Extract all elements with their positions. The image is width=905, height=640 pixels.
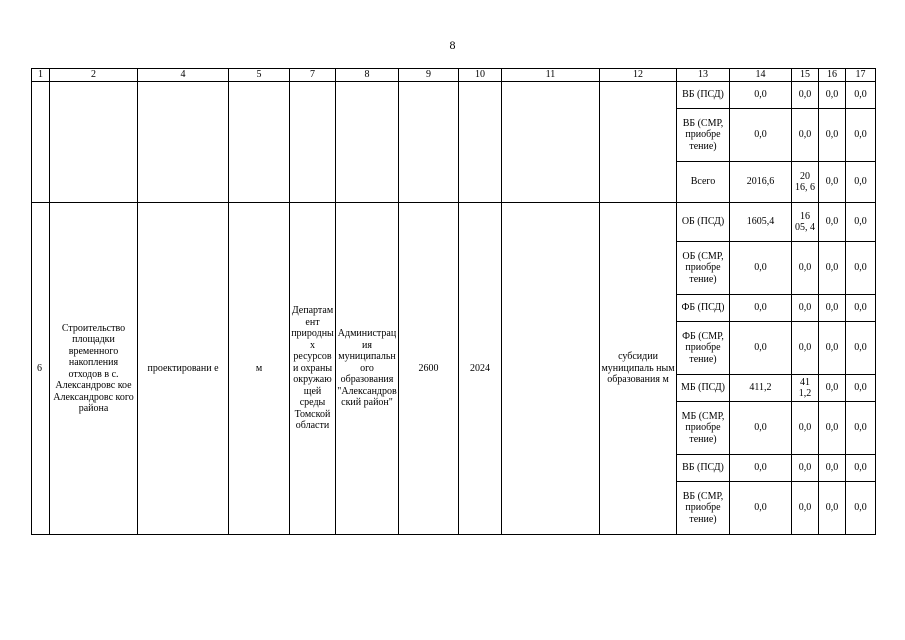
empty-cell [229,82,290,203]
value-cell: 2016,6 [730,162,792,203]
funding-source: ВБ (СМР, приобре тение) [677,109,730,162]
value-cell: 0,0 [792,455,819,482]
empty-cell [32,82,50,203]
value-cell: 0,0 [846,109,876,162]
value-cell: 0,0 [730,482,792,535]
value-cell: 16 05, 4 [792,203,819,242]
header-cell: 12 [600,69,677,82]
program-table [31,68,876,535]
empty-cell [290,82,336,203]
value-cell: 0,0 [819,82,846,109]
value-cell: 0,0 [819,203,846,242]
header-cell: 13 [677,69,730,82]
empty-cell [600,82,677,203]
item-name: Строительство площадки временного накопления отходов в с. Александровс кое Александровс кого района [50,203,138,535]
item-stage: проектировани е [138,203,229,535]
value-cell: 0,0 [846,162,876,203]
value-cell: 0,0 [819,455,846,482]
value-cell: 0,0 [819,402,846,455]
header-cell: 17 [846,69,876,82]
header-cell: 4 [138,69,229,82]
empty-cell [399,82,459,203]
value-cell: 0,0 [846,482,876,535]
header-cell: 9 [399,69,459,82]
item-col11 [502,203,600,535]
funding-source: ВБ (СМР, приобре тение) [677,482,730,535]
item-financing-form: субсидии муниципаль ным образования м [600,203,677,535]
value-cell: 0,0 [846,402,876,455]
header-cell: 16 [819,69,846,82]
empty-cell [336,82,399,203]
item-unit: м [229,203,290,535]
value-cell: 1605,4 [730,203,792,242]
funding-source: ФБ (ПСД) [677,295,730,322]
value-cell: 0,0 [730,402,792,455]
value-cell: 0,0 [846,322,876,375]
value-cell: 0,0 [792,82,819,109]
funding-source: ОБ (СМР, приобре тение) [677,242,730,295]
value-cell: 411,2 [730,375,792,402]
value-cell: 0,0 [792,109,819,162]
header-cell: 7 [290,69,336,82]
funding-source: ОБ (ПСД) [677,203,730,242]
value-cell: 0,0 [792,402,819,455]
table-row [32,203,876,242]
value-cell: 0,0 [846,375,876,402]
funding-source: ВБ (ПСД) [677,455,730,482]
value-cell: 0,0 [846,203,876,242]
empty-cell [502,82,600,203]
funding-source: ВБ (ПСД) [677,82,730,109]
value-cell: 0,0 [792,322,819,375]
item-capacity: 2600 [399,203,459,535]
value-cell: 0,0 [846,455,876,482]
value-cell: 0,0 [730,322,792,375]
value-cell: 0,0 [730,242,792,295]
value-cell: 0,0 [792,295,819,322]
item-customer: Департамент природных ресурсов и охраны окружающей среды Томской области [290,203,336,535]
header-cell: 14 [730,69,792,82]
empty-cell [459,82,502,203]
value-cell: 20 16, 6 [792,162,819,203]
value-cell: 0,0 [819,162,846,203]
value-cell: 0,0 [819,109,846,162]
value-cell: 0,0 [730,109,792,162]
value-cell: 0,0 [819,375,846,402]
table-row [32,82,876,109]
value-cell: 0,0 [846,242,876,295]
item-number: 6 [32,203,50,535]
value-cell: 0,0 [730,455,792,482]
value-cell: 0,0 [819,322,846,375]
funding-source: МБ (СМР, приобре тение) [677,402,730,455]
value-cell: 0,0 [819,242,846,295]
header-cell: 8 [336,69,399,82]
value-cell: 0,0 [819,482,846,535]
value-cell: 0,0 [819,295,846,322]
header-cell: 11 [502,69,600,82]
funding-source: МБ (ПСД) [677,375,730,402]
value-cell: 0,0 [846,82,876,109]
funding-source: ФБ (СМР, приобре тение) [677,322,730,375]
header-cell: 5 [229,69,290,82]
header-cell: 15 [792,69,819,82]
value-cell: 41 1,2 [792,375,819,402]
value-cell: 0,0 [730,295,792,322]
value-cell: 0,0 [792,242,819,295]
header-row [32,69,876,82]
value-cell: 0,0 [792,482,819,535]
header-cell: 2 [50,69,138,82]
header-cell: 1 [32,69,50,82]
header-cell: 10 [459,69,502,82]
funding-source: Всего [677,162,730,203]
empty-cell [50,82,138,203]
value-cell: 0,0 [730,82,792,109]
empty-cell [138,82,229,203]
item-executor: Администрация муниципального образования "Александровский район" [336,203,399,535]
page-number: 8 [449,38,456,52]
item-year: 2024 [459,203,502,535]
value-cell: 0,0 [846,295,876,322]
